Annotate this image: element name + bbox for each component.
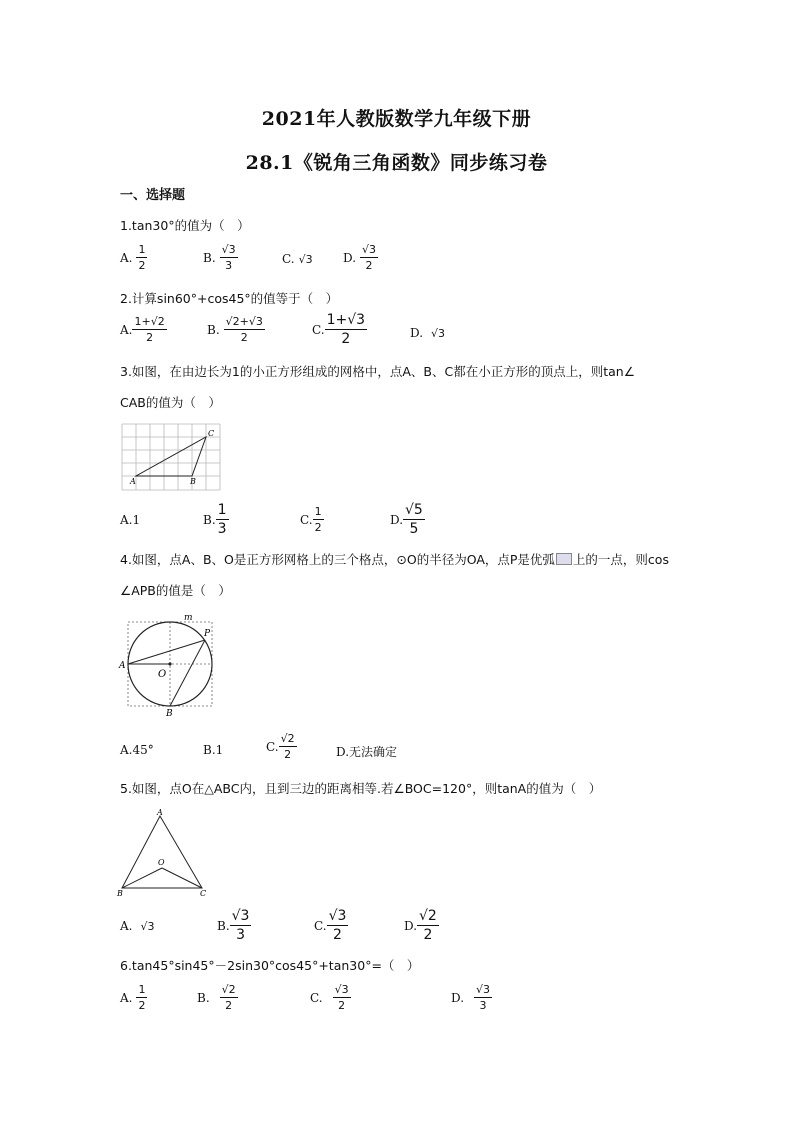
- q1-option-c: [282, 252, 313, 266]
- fraction: [360, 244, 378, 271]
- q4-option-c: [266, 733, 297, 760]
- numerator: √3: [334, 983, 349, 996]
- point-c-label: C: [208, 429, 215, 438]
- arc-m-label: m: [184, 613, 193, 623]
- option-label: C.: [314, 918, 327, 933]
- option-label: A.: [120, 322, 133, 337]
- document-title: 2021年人教版数学九年级下册: [261, 108, 532, 130]
- radical: √3: [140, 919, 155, 933]
- denominator: 2: [314, 521, 322, 534]
- q5-option-a: [120, 919, 155, 933]
- q1-option-d: [343, 244, 378, 271]
- q1-option-b: [203, 244, 238, 271]
- denominator: 3: [217, 521, 227, 537]
- question-4-text-a: 4.如图，点A、B、O是正方形网格上的三个格点，⊙O的半径为OA，点P是优弧: [120, 552, 555, 567]
- option-label: D.: [390, 512, 404, 527]
- option-label: C.: [310, 990, 323, 1005]
- q6-option-c: [310, 984, 351, 1011]
- q5-option-c: [314, 909, 348, 942]
- option-label: D.: [410, 326, 424, 340]
- q3-grid-figure: [118, 420, 230, 494]
- option-label: A.: [120, 250, 133, 265]
- option-label: C.: [266, 739, 279, 754]
- option-label: B.: [203, 250, 216, 265]
- q4-circle-figure: [116, 610, 222, 722]
- option-label: C.: [312, 322, 325, 337]
- point-o-label: O: [158, 669, 167, 680]
- numerator: 1: [217, 502, 227, 518]
- q4-option-a: [120, 743, 154, 757]
- fraction: [220, 244, 238, 271]
- numerator: 1: [138, 243, 146, 256]
- q3-option-a: [120, 513, 140, 527]
- denominator: 3: [225, 259, 233, 272]
- question-4-line2: ∠APB的值是（ ）: [120, 583, 231, 598]
- q4-option-d: [336, 743, 397, 760]
- point-b-label: B: [190, 477, 196, 486]
- fraction: [474, 984, 492, 1011]
- option-label: C.: [300, 512, 313, 527]
- q2-option-a: [120, 316, 167, 343]
- option-label: D.: [451, 990, 465, 1005]
- fraction: [279, 733, 297, 760]
- question-5-text: 5.如图，点O在△ABC内，且到三边的距离相等.若∠BOC=120°，则tanA的值为（ ）: [120, 781, 602, 796]
- q4-option-b: [203, 743, 223, 757]
- denominator: 2: [338, 999, 346, 1012]
- point-o-label: O: [158, 858, 165, 867]
- document-subtitle: 28.1《锐角三角函数》同步练习卷: [245, 152, 548, 174]
- option-label: A.: [120, 513, 133, 527]
- point-a-label: A: [157, 808, 163, 817]
- denominator: 2: [225, 999, 233, 1012]
- numerator: 1: [314, 505, 322, 518]
- option-value: 1: [132, 513, 141, 527]
- q3-option-b: [203, 503, 229, 536]
- segment-bp: [170, 640, 205, 706]
- denominator: 2: [284, 748, 292, 761]
- fraction: [325, 313, 367, 346]
- point-b-label: B: [117, 889, 123, 898]
- segment-ap: [128, 640, 205, 664]
- q3-option-c: [300, 506, 324, 533]
- numerator: √2+√3: [225, 315, 263, 328]
- point-p-label: P: [204, 629, 211, 639]
- fraction: [220, 984, 238, 1011]
- fraction: [333, 984, 351, 1011]
- triangle-abc: [122, 816, 202, 888]
- question-4-text-b: 上的一点，则cos: [572, 552, 669, 567]
- q6-option-b: [197, 984, 238, 1011]
- fraction: [216, 503, 229, 536]
- option-label: A.: [120, 919, 133, 933]
- option-value: 45°: [132, 743, 154, 757]
- fraction: [417, 909, 439, 942]
- q2-option-d: [410, 326, 445, 340]
- denominator: 2: [240, 331, 248, 344]
- center-point: [168, 662, 171, 665]
- option-value: 1: [215, 743, 224, 757]
- q3-option-d: [390, 503, 425, 536]
- question-1-text: 1.tan30°的值为（ ）: [120, 218, 250, 233]
- triangle-abc: [136, 437, 206, 476]
- numerator: 1+√2: [134, 315, 165, 328]
- numerator: √3: [231, 908, 250, 924]
- fraction: [136, 984, 147, 1011]
- fraction: [132, 316, 166, 343]
- numerator: √5: [405, 502, 423, 518]
- denominator: 2: [333, 927, 342, 943]
- option-label: C.: [282, 252, 295, 266]
- denominator: 2: [341, 331, 351, 347]
- fraction: [136, 244, 147, 271]
- option-label: D.: [343, 250, 357, 265]
- radical: √3: [298, 252, 313, 266]
- numerator: √2: [419, 908, 437, 924]
- denominator: 5: [409, 521, 419, 537]
- option-value: 无法确定: [349, 745, 398, 759]
- numerator: √2: [221, 983, 236, 996]
- q1-option-a: [120, 244, 147, 271]
- fraction: [224, 316, 265, 343]
- option-label: D.: [404, 918, 418, 933]
- option-label: A.: [120, 990, 133, 1005]
- question-4-line1: [120, 550, 669, 568]
- denominator: 2: [423, 927, 433, 943]
- q6-option-d: [451, 984, 492, 1011]
- denominator: 3: [479, 999, 487, 1012]
- fraction: [230, 909, 252, 942]
- denominator: 2: [138, 259, 146, 272]
- fraction: [313, 506, 324, 533]
- point-b-label: B: [166, 709, 173, 719]
- arc-symbol-icon: [556, 553, 572, 565]
- q5-triangle-figure: [116, 808, 212, 898]
- numerator: √3: [328, 908, 347, 924]
- denominator: 3: [236, 927, 246, 943]
- section-heading: 一、选择题: [120, 188, 186, 203]
- option-label: B.: [217, 918, 230, 933]
- option-label: B.: [203, 512, 216, 527]
- point-a-label: A: [119, 661, 126, 671]
- option-label: B.: [203, 743, 216, 757]
- question-2-text: 2.计算sin60°+cos45°的值等于（ ）: [120, 291, 339, 306]
- denominator: 2: [138, 999, 146, 1012]
- numerator: √3: [221, 243, 236, 256]
- denominator: 2: [146, 331, 154, 344]
- q2-option-b: [207, 316, 265, 343]
- numerator: √3: [362, 243, 377, 256]
- q6-option-a: [120, 984, 147, 1011]
- option-label: D.: [336, 744, 350, 759]
- option-label: B.: [207, 322, 220, 337]
- question-3-line1: 3.如图，在由边长为1的小正方形组成的网格中，点A、B、C都在小正方形的顶点上，则tan∠: [120, 364, 635, 379]
- radical: √3: [431, 326, 446, 340]
- question-3-line2: CAB的值为（ ）: [120, 395, 221, 410]
- option-label: B.: [197, 990, 210, 1005]
- q5-option-d: [404, 909, 439, 942]
- q5-option-b: [217, 909, 251, 942]
- fraction: [403, 503, 425, 536]
- segment-bo: [122, 868, 162, 888]
- question-6-text: 6.tan45°sin45°－2sin30°cos45°+tan30°=（ ）: [120, 958, 420, 973]
- fraction: [327, 909, 349, 942]
- denominator: 2: [365, 259, 373, 272]
- q2-option-c: [312, 313, 367, 346]
- point-a-label: A: [130, 477, 136, 486]
- numerator: 1+√3: [326, 312, 366, 328]
- option-label: A.: [120, 743, 133, 757]
- numerator: √2: [280, 732, 295, 745]
- point-c-label: C: [200, 889, 207, 898]
- numerator: 1: [138, 983, 146, 996]
- numerator: √3: [476, 983, 491, 996]
